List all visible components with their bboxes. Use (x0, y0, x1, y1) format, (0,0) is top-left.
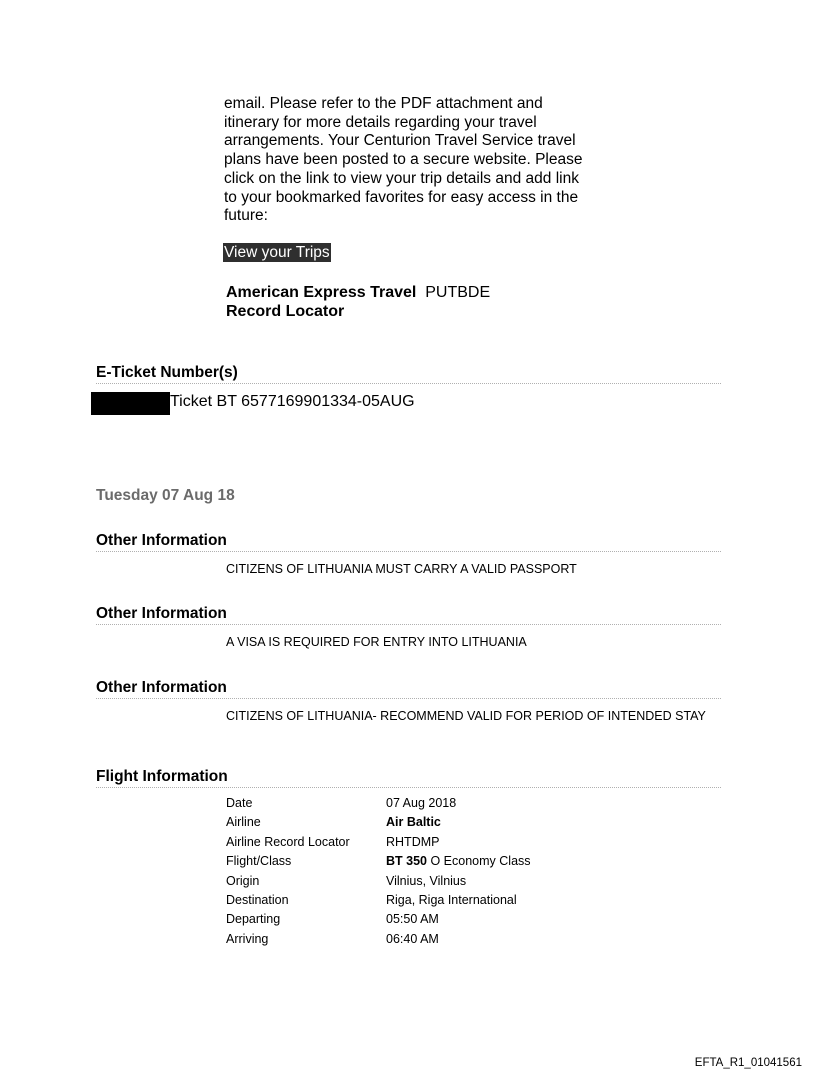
table-row (226, 893, 531, 912)
airline-label: Airline (226, 815, 261, 830)
date-value: 07 Aug 2018 (386, 796, 457, 810)
record-locator-code: PUTBDE (425, 284, 491, 301)
other-info-title-3: Other Information (96, 679, 721, 699)
departing-label: Departing (226, 912, 281, 927)
table-row (226, 815, 531, 834)
airline-locator-label: Airline Record Locator (226, 834, 350, 849)
document-id-footer: EFTA_R1_01041561 (694, 1057, 802, 1069)
date-label: Date (226, 796, 253, 810)
airline-locator-value: RHTDMP (386, 834, 440, 849)
origin-label: Origin (226, 873, 260, 888)
other-info-text-3: CITIZENS OF LITHUANIA- RECOMMEND VALID FOR PERIOD OF INTENDED STAY (226, 709, 706, 723)
arriving-label: Arriving (226, 931, 269, 946)
redaction-box (91, 392, 170, 415)
destination-value: Riga, Riga International (386, 892, 517, 907)
destination-label: Destination (226, 892, 289, 907)
flight-class-value: O Economy Class (430, 854, 531, 869)
view-trips-link[interactable]: View your Trips (224, 244, 330, 261)
itinerary-intro-text: email. Please refer to the PDF attachment and itinerary for more details regarding your travel arrangements. Your Centurion Travel Service travel plans have been posted to a secure website. Please click on the link to view your trip details and add link to your bookmarked favorites for easy access in the future: (224, 95, 583, 225)
table-row (226, 874, 531, 893)
departing-value: 05:50 AM (386, 912, 439, 927)
record-locator-label: Record Locator (226, 303, 345, 320)
other-info-title-2: Other Information (96, 605, 721, 625)
other-info-text-1: CITIZENS OF LITHUANIA MUST CARRY A VALID PASSPORT (226, 562, 577, 576)
table-row (226, 854, 531, 873)
record-locator-block (226, 283, 490, 321)
eticket-section-title: E-Ticket Number(s) (96, 364, 721, 384)
table-row (226, 932, 531, 951)
table-row (226, 912, 531, 931)
arriving-value: 06:40 AM (386, 931, 439, 946)
amex-travel-label: American Express Travel (226, 284, 417, 301)
day-heading: Tuesday 07 Aug 18 (96, 487, 235, 504)
airline-value: Air Baltic (386, 815, 441, 830)
flight-number-value: BT 350 (386, 854, 427, 869)
origin-value: Vilnius, Vilnius (386, 873, 467, 888)
table-row (226, 835, 531, 854)
other-info-text-2: A VISA IS REQUIRED FOR ENTRY INTO LITHUANIA (226, 635, 527, 649)
eticket-number: Ticket BT 6577169901334-05AUG (170, 393, 415, 410)
flight-info-title: Flight Information (96, 768, 721, 788)
table-row (226, 796, 531, 815)
flight-class-label: Flight/Class (226, 854, 292, 869)
other-info-title-1: Other Information (96, 532, 721, 552)
flight-details-table (226, 796, 531, 951)
